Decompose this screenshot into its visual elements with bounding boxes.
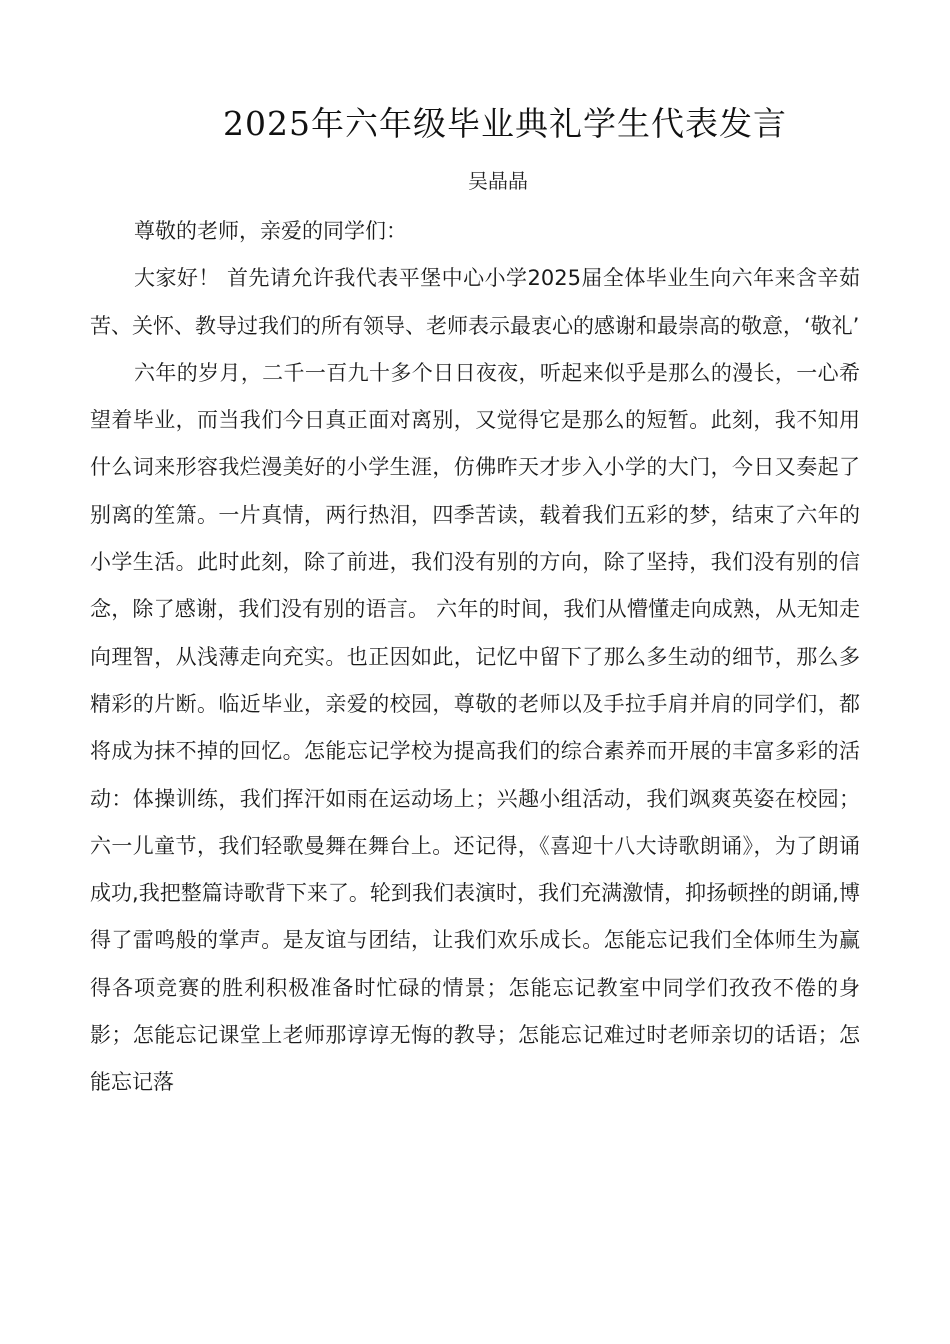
main-paragraph: 六年的岁月，二千一百九十多个日日夜夜，听起来似乎是那么的漫长，一心希望着毕业，而当我们今日真正面对离别，又觉得它是那么的短暂。此刻，我不知用什么词来形容我烂漫美好的小学生涯，仿佛昨天才步入小学的大门，今日又奏起了别离的笙箫。一片真情，两行热泪，四季苦读，载着我们五彩的梦，结束了六年的小学生活。此时此刻，除了前进，我们没有别的方向，除了坚持，我们没有别的信念，除了感谢，我们没有别的语言。 六年的时间，我们从懵懂走向成熟，从无知走向理智，从浅薄走向充实。也正因如此，记忆中留下了那么多生动的细节，那么多精彩的片断。临近毕业，亲爱的校园，尊敬的老师以及手拉手肩并肩的同学们，都将成为抹不掉的回忆。怎能忘记学校为提高我们的综合素养而开展的丰富多彩的活动：体操训练，我们挥汗如雨在运动场上；兴趣小组活动，我们飒爽英姿在校园；六一儿童节，我们轻歌曼舞在舞台上。还记得，《喜迎十八大诗歌朗诵》，为了朗诵成功,我把整篇诗歌背下来了。轮到我们表演时，我们充满激情，抑扬顿挫的朗诵,博得了雷鸣般的掌声。是友谊与团结，让我们欢乐成长。怎能忘记我们全体师生为赢得各项竞赛的胜利积极准备时忙碌的情景；怎能忘记教室中同学们孜孜不倦的身影；怎能忘记课堂上老师那谆谆无悔的教导；怎能忘记难过时老师亲切的话语；怎能忘记落	[90, 360, 860, 1095]
document-author: 吴晶晶	[468, 169, 528, 193]
opening-paragraph: 大家好！ 首先请允许我代表平堡中心小学2025届全体毕业生向六年来含辛茹苦、关怀、教导过我们的所有领导、老师表示最衷心的感谢和最崇高的敬意，‘敬礼’	[90, 266, 860, 338]
document-title: 2025年六年级毕业典礼学生代表发言	[223, 104, 787, 143]
salutation-paragraph: 尊敬的老师，亲爱的同学们：	[134, 219, 407, 243]
document-body	[90, 208, 860, 1107]
